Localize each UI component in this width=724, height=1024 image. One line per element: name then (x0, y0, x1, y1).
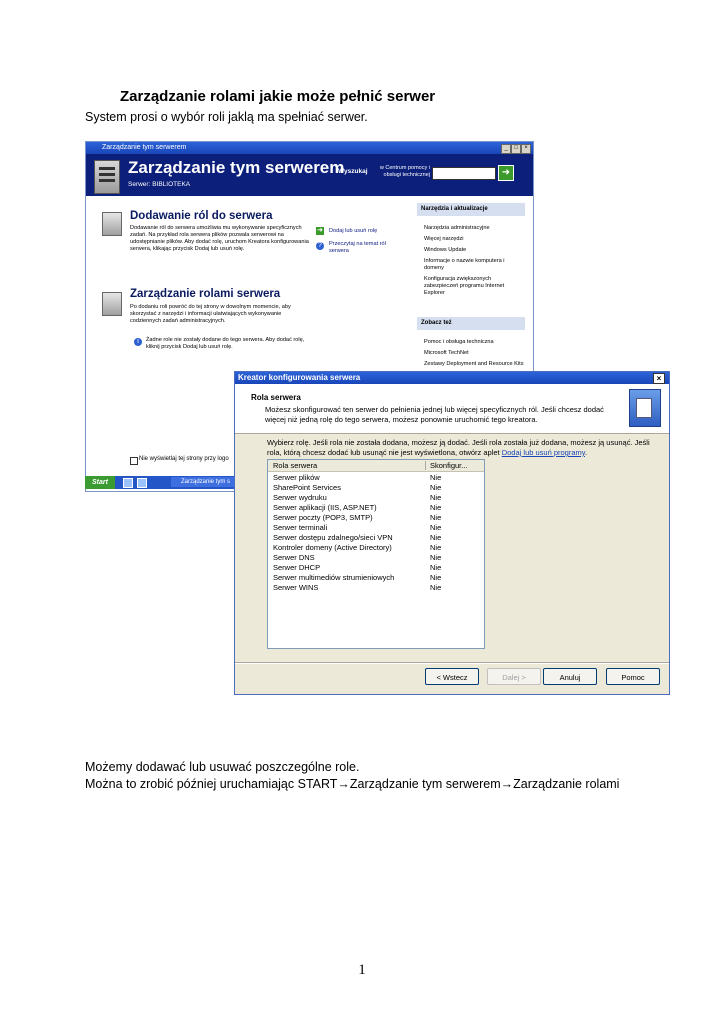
role-configured: Nie (430, 483, 442, 492)
info-icon: i (134, 338, 142, 346)
role-name: Serwer multimediów strumieniowych (273, 573, 395, 582)
manage-window-titlebar-text: Zarządzanie tym serwerem (102, 144, 187, 151)
sidebar-item-admin-tools[interactable]: Narzędzia administracyjne (424, 225, 490, 231)
role-name: Serwer DHCP (273, 563, 321, 572)
table-row[interactable] (268, 513, 484, 523)
maximize-icon[interactable]: □ (511, 144, 521, 154)
minimize-icon[interactable]: _ (501, 144, 511, 154)
wizard-icon (629, 389, 661, 427)
table-row[interactable] (268, 503, 484, 513)
column-separator[interactable] (425, 461, 426, 470)
wizard-instructions (267, 438, 657, 458)
table-row[interactable] (268, 543, 484, 553)
roles-list[interactable] (267, 459, 485, 649)
section-manage-roles-title: Zarządzanie rolami serwera (130, 288, 281, 300)
role-configured: Nie (430, 473, 442, 482)
roles-list-header (268, 460, 484, 472)
wizard-button-separator (235, 662, 669, 664)
table-row[interactable] (268, 533, 484, 543)
dont-show-label: Nie wyświetlaj tej strony przy logo (139, 456, 229, 462)
role-configured: Nie (430, 563, 442, 572)
role-name: Serwer aplikacji (IIS, ASP.NET) (273, 503, 377, 512)
help-icon: ? (316, 242, 324, 250)
search-input[interactable] (432, 167, 496, 180)
table-row[interactable] (268, 523, 484, 533)
wizard-header-desc: Możesz skonfigurować ten serwer do pełnienia jednej lub więcej specyficznych ról. Jeśli chcesz dodać więcej niż jedną rolę do tego serwera, możesz ponownie uruchomić tego kreatora. (265, 405, 604, 424)
wizard-header (235, 384, 669, 434)
table-row[interactable] (268, 583, 484, 593)
search-go-button[interactable]: ➜ (498, 165, 514, 181)
manage-window-titlebar (86, 142, 533, 154)
sidebar-see-also-heading: Zobacz też (417, 317, 525, 330)
wizard-titlebar (235, 372, 669, 384)
role-name: Serwer WINS (273, 583, 319, 592)
role-configured: Nie (430, 493, 442, 502)
section-manage-roles-desc: Po dodaniu roli powróć do tej strony w dowolnym momencie, aby skorzystać z narzędzi i informacji ułatwiających wykonywanie codziennych zadań administracyjnych. (130, 304, 291, 324)
role-name: SharePoint Services (273, 483, 341, 492)
wizard-dialog (234, 371, 670, 695)
next-button[interactable]: Dalej > (487, 668, 541, 685)
section-add-roles-title: Dodawanie ról do serwera (130, 210, 273, 222)
add-remove-arrow-icon: ➜ (317, 227, 323, 234)
sidebar-item-computer-name[interactable]: Informacje o nazwie komputera i domeny (424, 258, 505, 271)
role-name: Serwer poczty (POP3, SMTP) (273, 513, 373, 522)
taskbar (85, 476, 234, 489)
sidebar-item-ie-security[interactable]: Konfiguracja zwiększonych zabezpieczeń programu Internet Explorer (424, 276, 505, 296)
manage-window-title: Zarządzanie tym serwerem (128, 158, 345, 177)
role-configured: Nie (430, 553, 442, 562)
taskbar-task-manage-server[interactable]: Zarządzanie tym s (171, 477, 237, 487)
wizard-header-title: Rola serwera (251, 393, 301, 402)
sidebar-item-deployment-kits[interactable]: Zestawy Deployment and Resource Kits (424, 361, 524, 367)
role-name: Serwer wydruku (273, 493, 327, 502)
role-configured: Nie (430, 543, 442, 552)
document-paragraph-1: Możemy dodawać lub usuwać poszczególne role. (85, 760, 360, 774)
sidebar-item-technet[interactable]: Microsoft TechNet (424, 350, 469, 356)
role-name: Serwer dostępu zdalnego/sieci VPN (273, 533, 393, 542)
role-name: Serwer terminali (273, 523, 328, 532)
role-configured: Nie (430, 533, 442, 542)
column-header-role[interactable]: Rola serwera (273, 461, 318, 470)
add-remove-programs-link[interactable]: Dodaj lub usuń programy (501, 448, 585, 457)
role-name: Serwer plików (273, 473, 320, 482)
wizard-instructions-end: . (584, 448, 588, 457)
sidebar-item-more-tools[interactable]: Więcej narzędzi (424, 236, 464, 242)
dont-show-checkbox[interactable] (130, 457, 138, 465)
manage-window-header (86, 154, 533, 196)
search-hint: w Centrum pomocy i obsługi technicznej (379, 165, 430, 178)
table-row[interactable] (268, 483, 484, 493)
server-name-label: Serwer: BIBLIOTEKA (128, 181, 191, 188)
back-button[interactable]: < Wstecz (425, 668, 479, 685)
desktop-icon[interactable] (123, 478, 133, 488)
server-icon (94, 160, 120, 194)
role-configured: Nie (430, 513, 442, 522)
role-name: Serwer DNS (273, 553, 315, 562)
role-configured: Nie (430, 503, 442, 512)
cancel-button[interactable]: Anuluj (543, 668, 597, 685)
document-heading: Zarządzanie rolami jakie może pełnić serwer (120, 88, 436, 105)
add-role-icon (102, 212, 122, 236)
sidebar-item-help-support[interactable]: Pomoc i obsługa techniczna (424, 339, 494, 345)
close-icon[interactable]: × (521, 144, 531, 154)
table-row[interactable] (268, 563, 484, 573)
sidebar-item-windows-update[interactable]: Windows Update (424, 247, 467, 253)
sidebar-tools-heading: Narzędzia i aktualizacje (417, 203, 525, 216)
help-button[interactable]: Pomoc (606, 668, 660, 685)
table-row[interactable] (268, 553, 484, 563)
table-row[interactable] (268, 573, 484, 583)
document-paragraph-2: Można to zrobić później uruchamiając START→Zarządzanie tym serwerem→Zarządzanie rolami (85, 777, 620, 791)
no-roles-info: Żadne role nie zostały dodane do tego serwera. Aby dodać rolę, kliknij przycisk Dodaj lub usuń rolę. (146, 337, 305, 350)
wizard-title: Kreator konfigurowania serwera (238, 373, 361, 382)
role-configured: Nie (430, 523, 442, 532)
table-row[interactable] (268, 473, 484, 483)
ie-icon[interactable] (137, 478, 147, 488)
column-header-configured[interactable]: Skonfigur... (430, 461, 468, 470)
add-remove-role-link[interactable]: Dodaj lub usuń rolę (329, 228, 378, 234)
close-icon[interactable]: × (653, 373, 665, 384)
wizard-instructions-text: Wybierz rolę. Jeśli rola nie została dodana, możesz ją dodać. Jeśli rola została już dodana, możesz ją usunąć. Jeśli rola, którą chcesz dodać lub usunąć nie jest wyświetlona, otwórz aplet (267, 438, 650, 457)
search-label: Wyszukaj (338, 168, 368, 175)
document-intro: System prosi o wybór roli jaklą ma spełniać serwer. (85, 110, 368, 124)
page-number: 1 (358, 962, 366, 978)
role-configured: Nie (430, 573, 442, 582)
manage-roles-icon (102, 292, 122, 316)
section-add-roles-desc: Dodawanie ról do serwera umożliwia mu wykonywanie specyficznych zadań. Na przykład rola serwera plików pozwala serwerowi na udostępnianie plików. Aby dodać rolę, uruchom Kreatora konfigurowania serwera, klikając przycisk Dodaj lub usuń rolę. (130, 225, 309, 252)
role-name: Kontroler domeny (Active Directory) (273, 543, 392, 552)
start-button[interactable]: Start (85, 476, 115, 489)
table-row[interactable] (268, 493, 484, 503)
role-configured: Nie (430, 583, 442, 592)
read-about-roles-link[interactable]: Przeczytaj na temat ról serwera (329, 241, 386, 254)
